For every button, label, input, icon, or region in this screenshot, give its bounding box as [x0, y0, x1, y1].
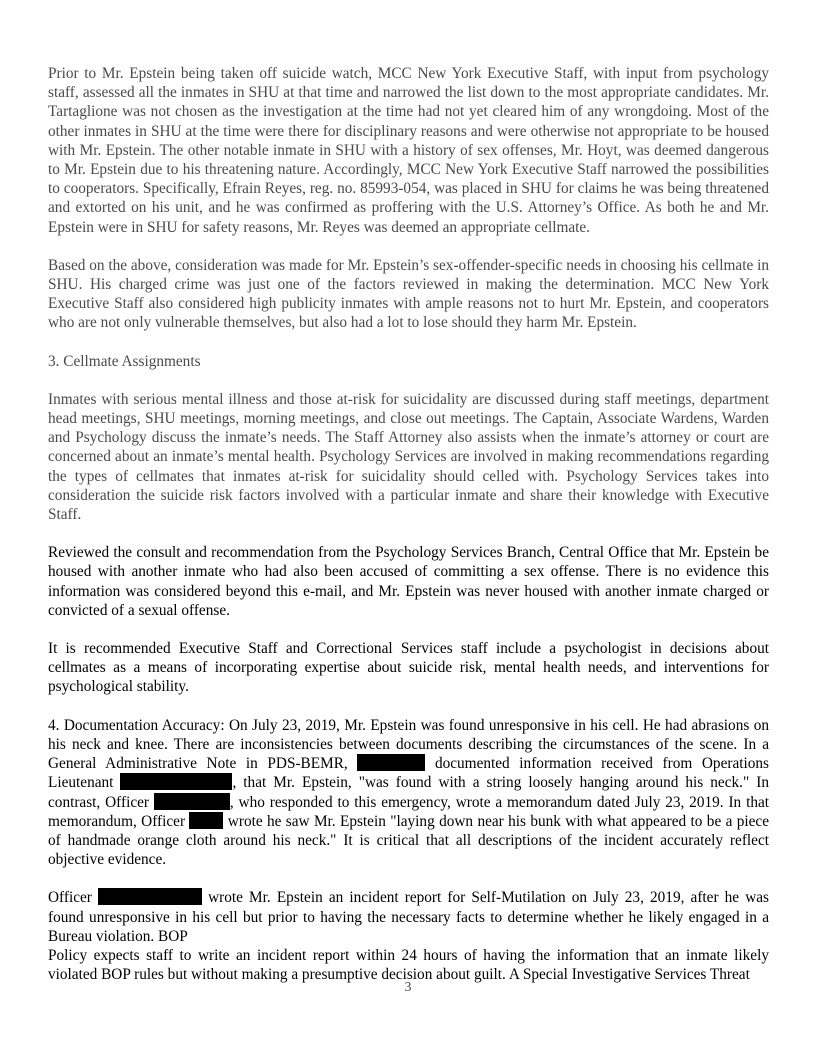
text-segment: , who responded to this emergency, wrote a memorandum dated July 23, 2019. In that memorandum, Officer: [48, 793, 770, 830]
paragraph-consideration: Based on the above, consideration was made for Mr. Epstein’s sex-offender-specific needs in choosing his cellmate in SHU. His charged crime was just one of the factors reviewed in making the determination. MCC New York Executive Staff also considered high publicity inmates with ample reasons not to hurt Mr. Epstein, and cooperators who are not only vulnerable themselves, but also had a lot to lose should they harm Mr. Epstein.: [48, 256, 769, 332]
redaction-box: [189, 812, 223, 829]
document-page: [48, 64, 769, 984]
paragraph-recommendation: It is recommended Executive Staff and Correctional Services staff include a psychologist in decisions about cellmates as a means of incorporating expertise about suicide risk, mental health needs, and interventions for psychological stability.: [48, 640, 769, 696]
paragraph-documentation-accuracy: [48, 716, 769, 870]
redaction-box: [357, 754, 425, 771]
text-segment: wrote Mr. Epstein an incident report for Self-Mutilation on July 23, 2019, after he was found unresponsive in his cell but prior to having the necessary facts to determine whether he likely engaged in a Bureau violation. BOP: [48, 889, 769, 945]
redaction-box: [98, 888, 202, 905]
text-segment: wrote he saw Mr. Epstein "laying down near his bunk with what appeared to be a piece of handmade orange cloth around his neck." It is critical that all descriptions of the incident accurately reflect objective evidence.: [48, 812, 770, 869]
redaction-box: [154, 793, 230, 810]
section-heading-cellmate-assignments: 3. Cellmate Assignments: [48, 352, 201, 370]
paragraph-incident-report: [48, 888, 769, 946]
text-segment: 4. Documentation Accuracy: On July 23, 2019, Mr. Epstein was found unresponsive in his cell. He had abrasions on his neck and knee. There are inconsistencies between documents describing the circumstances of the scene. In a General Administrative Note in PDS-BEMR,: [48, 716, 769, 773]
paragraph-psychology-consult: Reviewed the consult and recommendation from the Psychology Services Branch, Central Office that Mr. Epstein be housed with another inmate who had also been accused of committing a sex offense. There is no evidence this information was considered beyond this e-mail, and Mr. Epstein was never housed with another inmate charged or convicted of a sexual offense.: [48, 544, 769, 619]
paragraph-policy: Policy expects staff to write an incident report within 24 hours of having the information that an inmate likely violated BOP rules but without making a presumptive decision about guilt. A Special Investigative Services Threat: [48, 946, 769, 984]
redaction-box: [120, 773, 232, 790]
page-number: 3: [404, 980, 412, 995]
text-segment: , that Mr. Epstein, "was found with a string loosely hanging around his neck." In contrast, Officer: [48, 774, 770, 811]
paragraph-mental-illness-discussion: Inmates with serious mental illness and those at-risk for suicidality are discussed during staff meetings, department head meetings, SHU meetings, morning meetings, and close out meetings. The Captain, Associate Wardens, Warden and Psychology discuss the inmate’s needs. The Staff Attorney also assists when the inmate’s attorney or court are concerned about an inmate’s mental health. Psychology Services are involved in making recommendations regarding the types of cellmates that inmates at-risk for suicidality should celled with. Psychology Services takes into consideration the suicide risk factors involved with a particular inmate and share their knowledge with Executive Staff.: [48, 390, 769, 524]
paragraph-cellmate-selection: Prior to Mr. Epstein being taken off suicide watch, MCC New York Executive Staff, with input from psychology staff, assessed all the inmates in SHU at that time and narrowed the list down to the most appropriate candidates. Mr. Tartaglione was not chosen as the investigation at the time had not yet cleared him of any wrongdoing. Most of the other inmates in SHU at the time were there for disciplinary reasons and were otherwise not appropriate to be housed with Mr. Epstein. The other notable inmate in SHU with a history of sex offenses, Mr. Hoyt, was deemed dangerous to Mr. Epstein due to his threatening nature. Accordingly, MCC New York Executive Staff narrowed the possibilities to cooperators. Specifically, Efrain Reyes, reg. no. 85993-054, was placed in SHU for claims he was being threatened and extorted on his unit, and he was confirmed as proffering with the U.S. Attorney’s Office. As both he and Mr. Epstein were in SHU for safety reasons, Mr. Reyes was deemed an appropriate cellmate.: [48, 65, 769, 236]
text-segment: Officer: [48, 889, 92, 907]
text-segment: documented information received from Operations Lieutenant: [48, 755, 769, 792]
